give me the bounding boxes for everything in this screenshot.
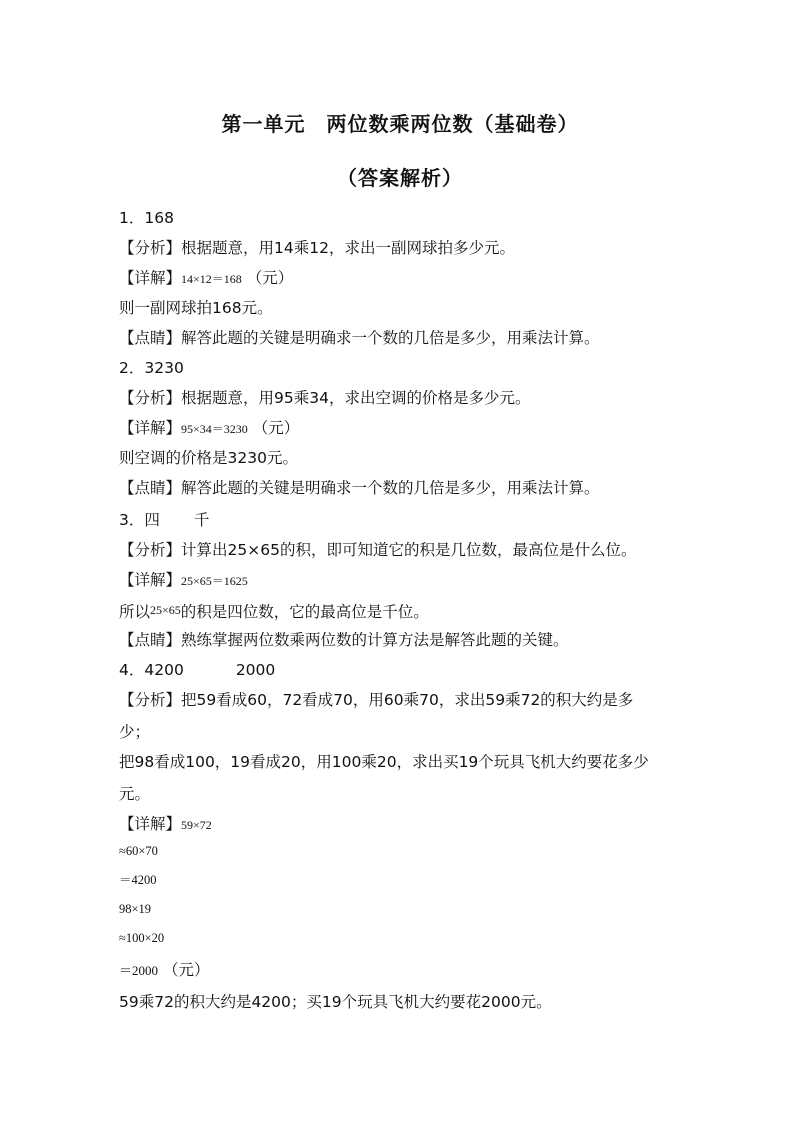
q3-comment bbox=[119, 630, 684, 650]
q3-detail bbox=[119, 570, 684, 591]
analysis-tag: 【分析】 bbox=[119, 691, 182, 709]
q4-analysis-4: 元。 bbox=[119, 785, 151, 803]
q3-answer-a: 3．四 bbox=[119, 511, 160, 529]
comment-text: 熟练掌握两位数乘两位数的计算方法是解答此题的关键。 bbox=[181, 631, 569, 649]
q2-comment bbox=[119, 478, 684, 498]
q2-detail bbox=[119, 418, 684, 439]
conclusion-b: 的积是四位数，它的最高位是千位。 bbox=[180, 603, 429, 621]
q2-conclusion: 则空调的价格是3230元。 bbox=[119, 449, 298, 467]
comment-text: 解答此题的关键是明确求一个数的几倍是多少，用乘法计算。 bbox=[181, 329, 600, 347]
comment-tag: 【点睛】 bbox=[119, 479, 182, 497]
conclusion-math: 25×65 bbox=[150, 603, 181, 617]
detail-step-5: ＝2000 bbox=[119, 963, 159, 978]
detail-step-4: ≈100×20 bbox=[119, 931, 165, 945]
q4-conclusion: 59乘72的积大约是4200；买19个玩具飞机大约要花2000元。 bbox=[119, 993, 552, 1011]
detail-math: 25×65＝1625 bbox=[181, 574, 248, 588]
page-subtitle: （答案解析） bbox=[337, 166, 463, 190]
analysis-text: 根据题意，用14乘12，求出一副网球拍多少元。 bbox=[181, 239, 515, 257]
analysis-tag: 【分析】 bbox=[119, 541, 182, 559]
comment-tag: 【点睛】 bbox=[119, 631, 182, 649]
detail-step-1: ≈60×70 bbox=[119, 844, 158, 858]
detail-step-0: 59×72 bbox=[181, 818, 212, 832]
q3-analysis bbox=[119, 540, 684, 560]
detail-tag: 【详解】 bbox=[119, 815, 182, 833]
q4-analysis-2: 少； bbox=[119, 723, 151, 741]
detail-tag: 【详解】 bbox=[119, 571, 182, 589]
detail-unit: （元） bbox=[252, 419, 300, 437]
analysis-text: 根据题意，用95乘34，求出空调的价格是多少元。 bbox=[181, 389, 531, 407]
q4-final-step bbox=[119, 960, 684, 981]
page-title: 第一单元 两位数乘两位数（基础卷） bbox=[221, 112, 579, 136]
detail-unit: （元） bbox=[162, 961, 210, 979]
detail-math: 95×34＝3230 bbox=[181, 422, 248, 436]
q4-answer-b: 2000 bbox=[235, 661, 276, 679]
detail-step-3: 98×19 bbox=[119, 902, 152, 916]
analysis-tag: 【分析】 bbox=[119, 389, 182, 407]
q3-answer bbox=[119, 510, 684, 530]
conclusion-a: 所以 bbox=[119, 603, 151, 621]
analysis-text: 把59看成60，72看成70，用60乘70，求出59乘72的积大约是多 bbox=[181, 691, 634, 709]
q2-answer: 2．3230 bbox=[119, 359, 184, 377]
q4-answer-a: 4．4200 bbox=[119, 661, 184, 679]
detail-unit: （元） bbox=[246, 269, 294, 287]
q4-answer bbox=[119, 660, 684, 680]
q2-analysis bbox=[119, 388, 684, 408]
q3-answer-b: 千 bbox=[193, 511, 210, 529]
comment-text: 解答此题的关键是明确求一个数的几倍是多少，用乘法计算。 bbox=[181, 479, 600, 497]
analysis-text: 计算出25×65的积，即可知道它的积是几位数，最高位是什么位。 bbox=[181, 541, 637, 559]
comment-tag: 【点睛】 bbox=[119, 329, 182, 347]
q1-detail bbox=[119, 268, 684, 289]
q1-analysis bbox=[119, 238, 684, 258]
q1-conclusion: 则一副网球拍168元。 bbox=[119, 299, 273, 317]
analysis-tag: 【分析】 bbox=[119, 239, 182, 257]
q4-analysis-3: 把98看成100，19看成20，用100乘20，求出买19个玩具飞机大约要花多少 bbox=[119, 753, 649, 771]
detail-tag: 【详解】 bbox=[119, 419, 182, 437]
q4-detail bbox=[119, 814, 684, 835]
detail-tag: 【详解】 bbox=[119, 269, 182, 287]
q3-conclusion bbox=[119, 600, 684, 622]
detail-math: 14×12＝168 bbox=[181, 272, 242, 286]
detail-step-2: ＝4200 bbox=[119, 873, 157, 887]
q1-answer: 1．168 bbox=[119, 209, 174, 227]
q1-comment bbox=[119, 328, 684, 348]
q4-analysis-1 bbox=[119, 690, 684, 710]
